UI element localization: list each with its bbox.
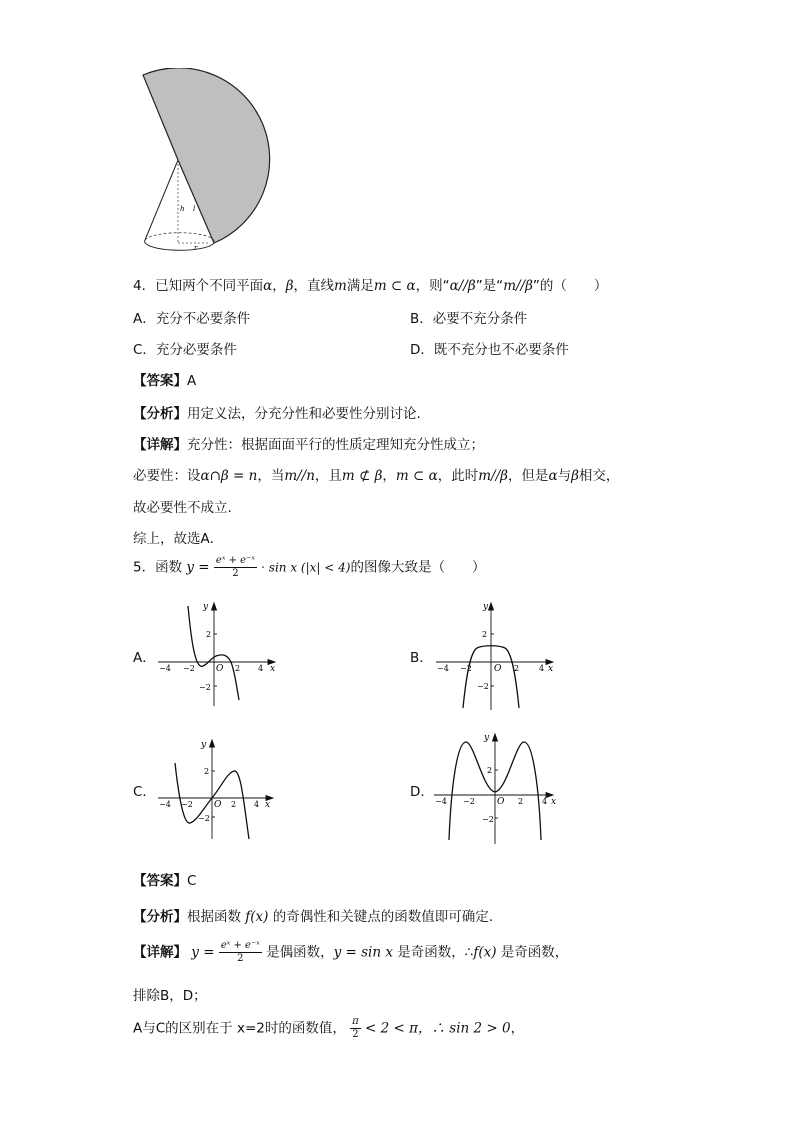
- origin-label: O: [214, 800, 222, 810]
- q5-pi-half: $\frac{\pi}{2}$: [352, 1016, 359, 1040]
- q5-option-d-label[interactable]: D．: [410, 784, 434, 800]
- cone-sector-figure: [136, 68, 276, 258]
- tick-neg2: −2: [183, 664, 195, 673]
- label-l: l: [193, 205, 196, 213]
- q5-option-b-label[interactable]: B．: [410, 650, 433, 666]
- tick-yneg2: −2: [199, 683, 211, 692]
- axes: [436, 603, 553, 710]
- cone-base-front: [145, 240, 214, 250]
- axes: [158, 740, 273, 839]
- tick-2: 2: [518, 797, 524, 806]
- q4-option-a[interactable]: A．充分不必要条件: [133, 311, 251, 327]
- q5-stem: 5．函数 y = $\frac{\text{eˣ + e⁻ˣ}}{2}$ · sin x (|x| < 4)的图像大致是（ ）: [133, 555, 486, 579]
- q4-summary: 综上，故选A．: [133, 531, 224, 547]
- q5-analysis: 【分析】根据函数 f(x) 的奇偶性和关键点的函数值即可确定.: [133, 909, 494, 925]
- tick-2: 2: [235, 664, 241, 673]
- tick-neg4: −4: [159, 664, 171, 673]
- q5-option-c-label[interactable]: C．: [133, 784, 156, 800]
- tick-neg4: −4: [437, 664, 449, 673]
- tick-2: 2: [231, 800, 237, 809]
- q5-answer: 【答案】C: [133, 873, 197, 889]
- tick-y2: 2: [204, 767, 210, 776]
- tick-4: 4: [258, 664, 264, 673]
- q5-detail-3: A与C的区别在于 x=2时的函数值， $\frac{\pi}{2}$ < 2 < π，∴ sin 2 > 0，: [133, 1016, 525, 1040]
- tick-y2: 2: [482, 630, 488, 639]
- q5-option-a-label[interactable]: A．: [133, 650, 156, 666]
- y-axis-label: y: [201, 740, 207, 750]
- tick-yneg2: −2: [477, 682, 489, 691]
- tick-neg2: −2: [463, 797, 475, 806]
- q4-detail-1: 【详解】充分性：根据面面平行的性质定理知充分性成立；: [133, 437, 484, 453]
- tick-2: 2: [514, 664, 520, 673]
- origin-label: O: [216, 664, 224, 674]
- tick-yneg2: −2: [482, 815, 494, 824]
- origin-label: O: [494, 664, 502, 674]
- x-axis-label: x: [270, 664, 276, 674]
- tick-4: 4: [542, 797, 548, 806]
- tick-4: 4: [539, 664, 545, 673]
- axes: [434, 734, 553, 844]
- tick-yneg2: −2: [198, 814, 210, 823]
- tick-y2: 2: [487, 766, 493, 775]
- q5-detail-1: 【详解】 y = $\frac{\text{eˣ + e⁻ˣ}}{2}$ 是偶函数，y = sin x 是奇函数，∴f(x) 是奇函数，: [133, 940, 569, 964]
- q5-fraction: $\frac{\text{eˣ + e⁻ˣ}}{2}$: [215, 555, 255, 579]
- tick-neg2: −2: [460, 664, 472, 673]
- label-r: r: [194, 244, 198, 252]
- q4-option-d[interactable]: D．既不充分也不必要条件: [410, 342, 569, 358]
- tick-neg4: −4: [159, 800, 171, 809]
- graph-d[interactable]: [431, 728, 561, 846]
- x-axis-label: x: [265, 800, 271, 810]
- graph-c[interactable]: [155, 735, 280, 845]
- graph-b[interactable]: [433, 598, 558, 713]
- unrolled-sector: [143, 68, 270, 243]
- cone-base-back: [145, 233, 214, 243]
- q4-detail-2: 必要性：设α∩β = n，当m//n，且m ⊄ β，m ⊂ α，此时m//β，但是α与β相交，: [133, 468, 620, 484]
- y-axis-label: y: [203, 602, 209, 612]
- tick-neg4: −4: [435, 797, 447, 806]
- graph-a[interactable]: [155, 598, 280, 708]
- q4-analysis: 【分析】用定义法，分充分性和必要性分别讨论.: [133, 406, 421, 422]
- label-h: h: [180, 205, 185, 213]
- q4-option-b[interactable]: B．必要不充分条件: [410, 311, 528, 327]
- q4-detail-3: 故必要性不成立.: [133, 500, 232, 516]
- q4-option-c[interactable]: C．充分必要条件: [133, 342, 237, 358]
- origin-label: O: [497, 797, 505, 807]
- tick-neg2: −2: [181, 800, 193, 809]
- tick-4: 4: [254, 800, 260, 809]
- cone-left-side: [145, 160, 178, 240]
- x-axis-label: x: [548, 664, 554, 674]
- curve-a: [188, 606, 239, 700]
- axes: [158, 603, 275, 706]
- q4-answer: 【答案】A: [133, 373, 197, 389]
- q5-detail-fraction: $\frac{\text{eˣ + e⁻ˣ}}{2}$: [220, 940, 260, 964]
- x-axis-label: x: [551, 797, 557, 807]
- tick-y2: 2: [206, 630, 212, 639]
- y-axis-label: y: [484, 733, 490, 743]
- q4-stem: 4．已知两个不同平面α，β，直线m满足m ⊂ α，则“α//β”是“m//β”的（ ）: [133, 278, 608, 294]
- y-axis-label: y: [483, 602, 489, 612]
- q5-detail-2: 排除B，D；: [133, 988, 207, 1004]
